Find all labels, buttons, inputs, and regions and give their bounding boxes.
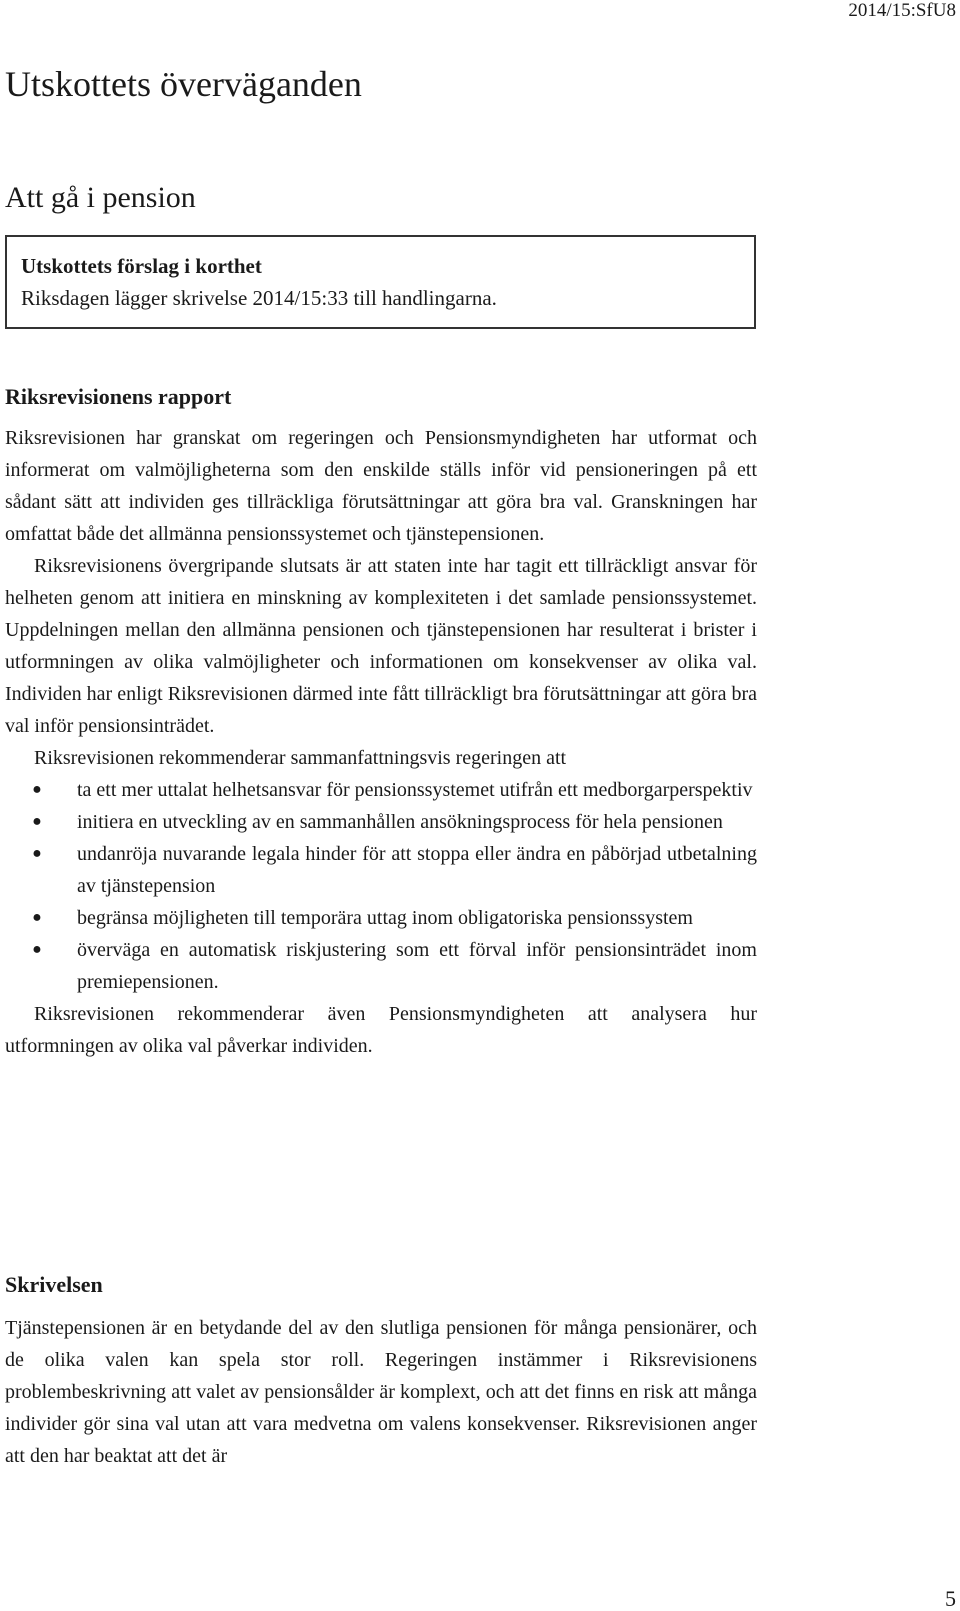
- list-item: [5, 806, 757, 838]
- page-title: Utskottets överväganden: [5, 64, 362, 104]
- list-item: [5, 902, 757, 934]
- list-item: [5, 934, 757, 998]
- bullet-icon: ●: [32, 845, 42, 862]
- page-number: 5: [945, 1586, 956, 1611]
- summary-box: [5, 235, 756, 329]
- bullet-icon: ●: [32, 941, 42, 958]
- list-item-text: undanröja nuvarande legala hinder för att stoppa eller ändra en påbörjad utbetalning av tjänstepension: [77, 843, 757, 897]
- bullet-icon: ●: [32, 781, 42, 798]
- list-item-text: initiera en utveckling av en sammanhållen ansökningsprocess för hela pensionen: [77, 811, 723, 833]
- list-item-text: begränsa möjligheten till temporära uttag inom obligatoriska pensionssystem: [77, 907, 693, 929]
- summary-text: Riksdagen lägger skrivelse 2014/15:33 till handlingarna.: [21, 286, 497, 310]
- paragraph: Riksrevisionen har granskat om regeringen och Pensionsmyndigheten har utformat och informerat om valmöjligheterna som den enskilde ställs inför vid pensioneringen på ett sådant sätt att individen ges tillräckliga förutsättningar att göra bra val. Granskningen har omfattat både det allmänna pensionssystemet och tjänstepensionen.: [5, 427, 757, 545]
- paragraph: Riksrevisionen rekommenderar sammanfattningsvis regeringen att: [34, 747, 567, 769]
- paragraph: Riksrevisionen rekommenderar även Pensionsmyndigheten att analysera hur utformningen av olika val påverkar individen.: [5, 1003, 757, 1057]
- bullet-icon: ●: [32, 813, 42, 830]
- list-item: [5, 774, 757, 806]
- section-heading: Riksrevisionens rapport: [5, 384, 232, 409]
- page-subtitle: Att gå i pension: [5, 181, 196, 214]
- paragraph: Riksrevisionens övergripande slutsats är att staten inte har tagit ett tillräckligt ansvar för helheten genom att initiera en minskning av komplexiteten i det samlade pensionssystemet. Uppdelningen mellan den allmänna pensionen och tjänstepensionen har resulterat i brister i utformningen av olika valmöjligheter och informationen om konsekvenser av olika val. Individen har enligt Riksrevisionen därmed inte fått tillräckligt bra förutsättningar att göra bra val inför pensionsinträdet.: [5, 555, 757, 737]
- section-skrivelsen: [5, 1270, 757, 1472]
- list-item-text: överväga en automatisk riskjustering som ett förval inför pensionsinträdet inom premiepensionen.: [77, 939, 757, 993]
- bullet-icon: ●: [32, 909, 42, 926]
- recommendation-list: [5, 774, 757, 998]
- list-item-text: ta ett mer uttalat helhetsansvar för pensionssystemet utifrån ett medborgarperspektiv: [77, 779, 753, 801]
- document-reference: 2014/15:SfU8: [848, 0, 956, 21]
- section-heading: Skrivelsen: [5, 1272, 103, 1297]
- list-item: [5, 838, 757, 902]
- section-riksrevisionens-rapport: [5, 382, 757, 1062]
- paragraph: Tjänstepensionen är en betydande del av den slutliga pensionen för många pensionärer, och de olika valen kan spela stor roll. Regeringen instämmer i Riksrevisionens problembeskrivning att valet av pensionsålder är komplext, och att det finns en risk att många individer gör sina val utan att vara medvetna om valens konsekvenser. Riksrevisionen anger att den har beaktat att det är: [5, 1317, 757, 1467]
- summary-title: Utskottets förslag i korthet: [21, 254, 262, 278]
